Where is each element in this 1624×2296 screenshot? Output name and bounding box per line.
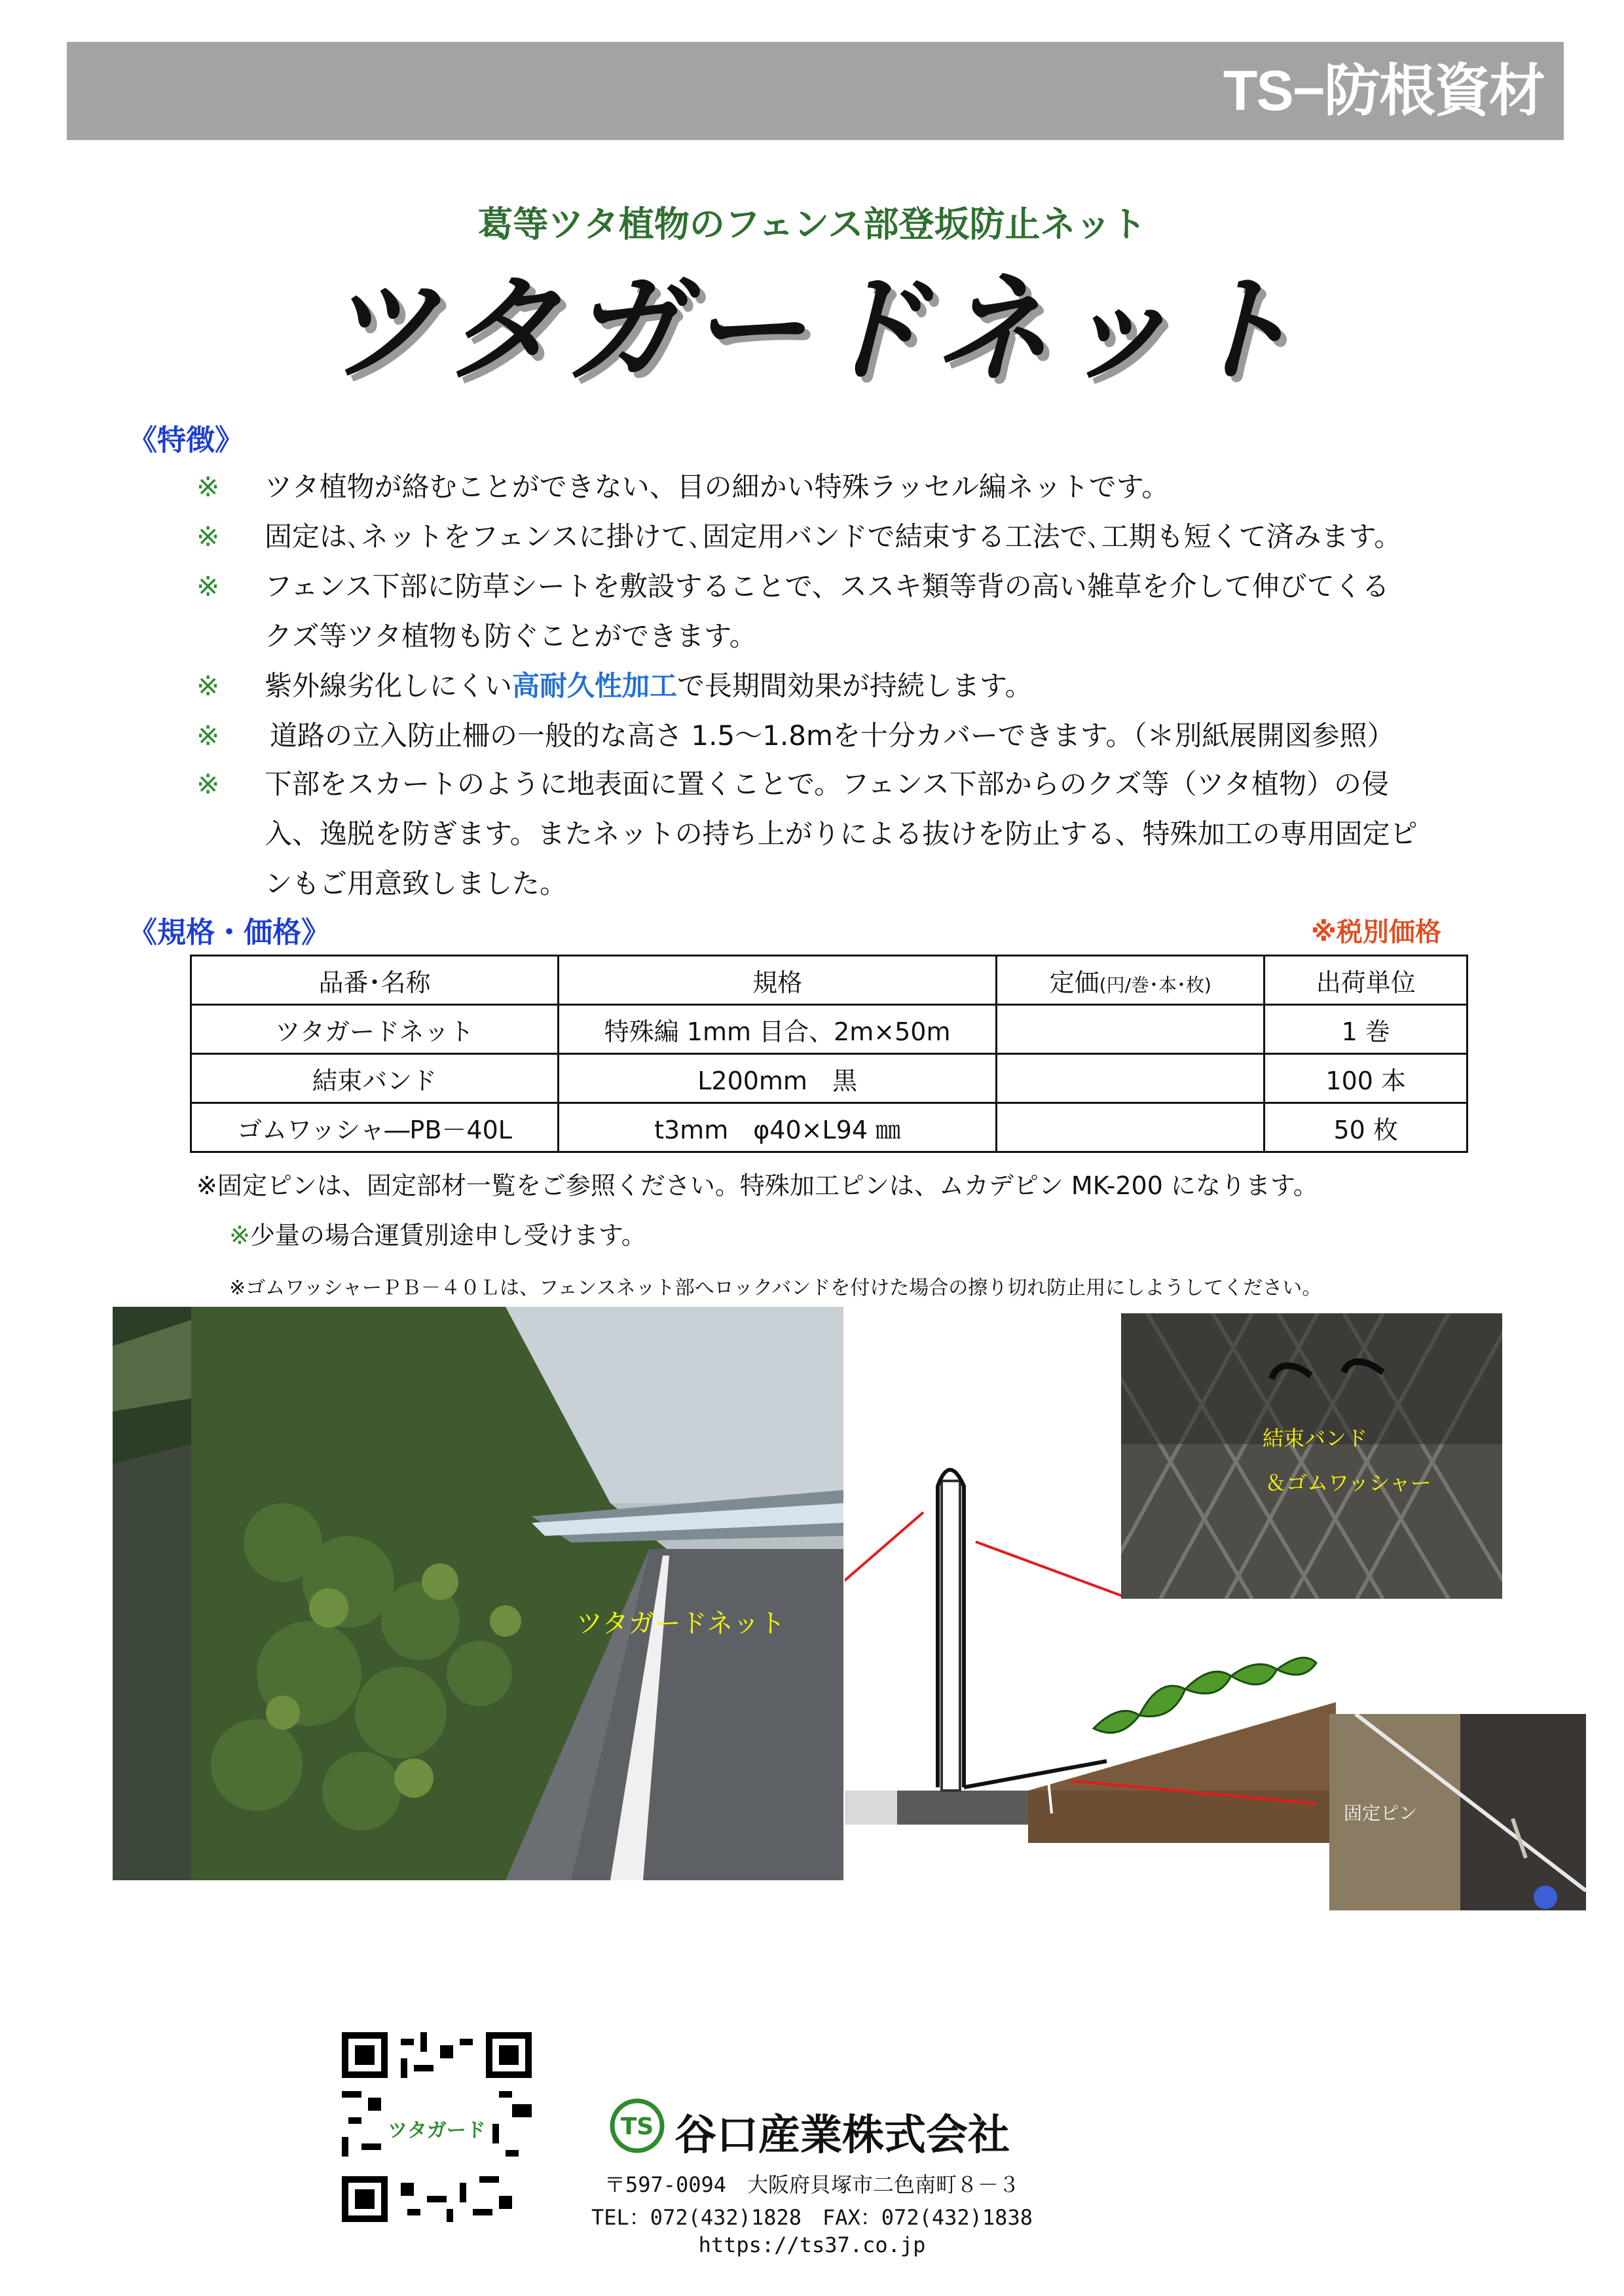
band-label: 結束バンド: [1263, 1426, 1368, 1451]
feature-item: [196, 661, 1519, 711]
category-tag: TS−防根資材: [1223, 60, 1544, 122]
fence-post: [942, 1481, 960, 1791]
table-cell: [997, 1054, 1264, 1103]
feature-text: 道路の立入防止柵の一般的な高さ 1.5～1.8mを十分カバーできます。（＊別紙展開図参照）: [270, 720, 1395, 752]
feature-item: [196, 562, 1519, 661]
feature-text-continued: クズ等ツタ植物も防ぐことができます。: [265, 620, 757, 652]
reference-mark: ※: [196, 768, 220, 800]
feature-item: [196, 462, 1519, 512]
ground-base: [845, 1791, 897, 1825]
product-subtitle: 葛等ツタ植物のフェンス部登坂防止ネット: [477, 204, 1147, 245]
feature-text: [265, 661, 1522, 711]
soil: [1028, 1791, 1336, 1843]
table-cell: [997, 1005, 1264, 1054]
table-cell: 50 枚: [1264, 1103, 1467, 1152]
table-cell: L200mm 黒: [559, 1054, 997, 1103]
feature-text-post: で長期間効果が持続します。: [677, 670, 1033, 702]
product-title: ツタガードネット: [320, 262, 1304, 397]
column-header: 出荷単位: [1264, 956, 1467, 1005]
reference-mark: ※: [196, 471, 220, 503]
roadside-photo: [113, 1307, 843, 1880]
fixing-pin-note: ※固定ピンは、固定部材一覧をご参照ください。特殊加工ピンは、ムカデピン MK-200 になります。: [196, 1171, 1318, 1200]
feature-item: [196, 759, 1519, 909]
table-cell: 特殊編 1mm 目合、2m×50m: [559, 1005, 997, 1054]
header-band: [67, 42, 1564, 140]
feature-item: [196, 512, 1519, 562]
column-header: [997, 956, 1264, 1005]
washer-label: ＆ゴムワッシャー: [1265, 1470, 1431, 1495]
column-header: 規格: [559, 956, 997, 1005]
table-cell: t3mm φ40×L94 ㎜: [559, 1103, 997, 1152]
column-header-price: 定価: [1049, 968, 1099, 997]
net-closeup-image: [1121, 1313, 1502, 1599]
svg-text:ツタガード: ツタガード: [388, 2119, 486, 2142]
table-header-row: [191, 956, 1467, 1005]
reference-mark: ※: [196, 720, 220, 752]
reference-mark: ※: [229, 1221, 250, 1250]
slope: [1028, 1702, 1336, 1791]
durability-highlight: 高耐久性加工: [512, 670, 678, 702]
svg-text:TS: TS: [620, 2113, 654, 2140]
washer-note: ※ゴムワッシャーＰＢ－４０Ｌは、フェンスネット部へロックバンドを付けた場合の擦り切れ防止用にしようしてください。: [229, 1277, 1322, 1300]
net-label: ツタガードネット: [576, 1609, 786, 1639]
table-cell: ツタガードネット: [191, 1005, 559, 1054]
roadside-photo-image: [113, 1307, 843, 1880]
company-brand: [609, 2098, 1010, 2160]
table-cell: 1 巻: [1264, 1005, 1467, 1054]
feature-text-pre: 紫外線劣化しにくい: [265, 670, 513, 702]
reference-mark: ※: [196, 570, 220, 602]
company-website-link[interactable]: https://ts37.co.jp: [698, 2232, 926, 2257]
table-cell: ゴムワッシャ―PB－40L: [191, 1103, 559, 1152]
specs-heading: 《規格・価格》: [128, 916, 330, 949]
feature-text-continued: ンもご用意致しました。: [265, 867, 568, 900]
features-heading: 《特徴》: [128, 424, 244, 457]
feature-text: 固定は､ネットをフェンスに掛けて､固定用バンドで結束する工法で､工期も短くて済みます。: [265, 520, 1402, 553]
feature-text: フェンス下部に防草シートを敷設することで、ススキ類等背の高い雑草を介して伸びてくる: [265, 570, 1390, 602]
shipping-note: [229, 1215, 646, 1251]
shipping-note-text: 少量の場合運賃別途申し受けます。: [249, 1221, 646, 1250]
company-phone: TEL：072(432)1828 FAX：072(432)1838: [591, 2205, 1033, 2230]
net-closeup-photo: [1121, 1313, 1502, 1599]
spec-table: [190, 955, 1468, 1153]
company-name: 谷口産業株式会社: [674, 2111, 1010, 2160]
reference-mark: ※: [196, 520, 220, 553]
table-cell: 結束バンド: [191, 1054, 559, 1103]
foundation: [897, 1791, 1028, 1825]
feature-text-continued: 入、逸脱を防ぎます。またネットの持ち上がりによる抜けを防止する、特殊加工の専用固定ピ: [265, 818, 1418, 850]
company-address: 〒597-0094 大阪府貝塚市二色南町８－３: [604, 2172, 1020, 2197]
reference-mark: ※: [196, 670, 220, 702]
column-header-price-unit: (円/巻･本･枚): [1099, 974, 1211, 996]
table-row: [191, 1005, 1467, 1054]
table-row: [191, 1054, 1467, 1103]
column-header: 品番･名称: [191, 956, 559, 1005]
table-cell: [997, 1103, 1264, 1152]
feature-text: ツタ植物が絡むことができない、目の細かい特殊ラッセル編ネットです。: [265, 471, 1170, 503]
company-logo-icon: [609, 2098, 665, 2154]
table-row: [191, 1103, 1467, 1152]
feature-item: [196, 711, 1519, 761]
pin-label: 固定ピン: [1344, 1802, 1418, 1824]
feature-text: 下部をスカートのように地表面に置くことで。フェンス下部からのクズ等（ツタ植物）の侵: [265, 768, 1389, 800]
tax-note: ※税別価格: [1311, 917, 1441, 947]
table-cell: 100 本: [1264, 1054, 1467, 1103]
